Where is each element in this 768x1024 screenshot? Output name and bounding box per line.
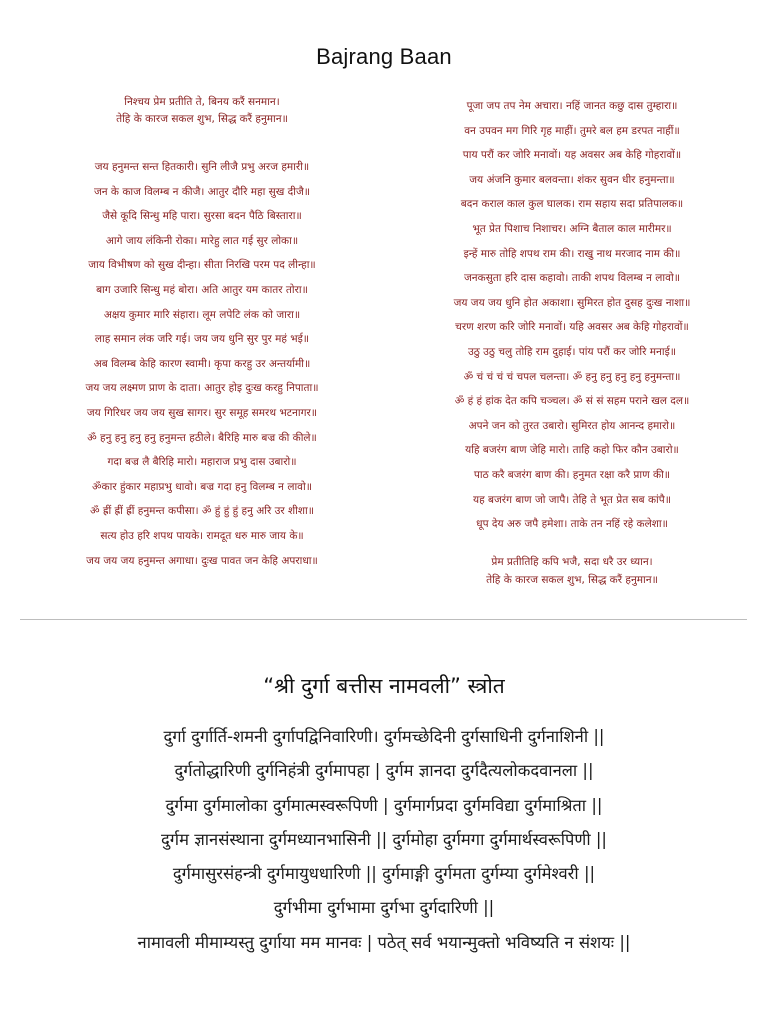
chaupai-line: ॐ हनु हनु हनु हनु हनुमन्त हठीले। बैरिहि मारु बज्र की कीले॥	[87, 431, 317, 444]
chaupai-line: जय जय लक्ष्मण प्राण के दाता। आतुर होइ दुःख करहु निपाता॥	[85, 382, 319, 395]
chaupai-line: भूत प्रेत पिशाच निशाचर। अग्नि बैताल काल मारीमर॥	[472, 222, 672, 235]
chaupai-line: बाग उजारि सिन्धु महं बोरा। अति आतुर यम कातर तोरा॥	[96, 283, 308, 296]
chaupai-line: इन्हें मारु तोहि शपथ राम की। राखु नाथ मरजाद नाम की॥	[463, 247, 681, 260]
chaupai-line: लाह समान लंक जरि गई। जय जय धुनि सुर पुर महं भई॥	[94, 333, 310, 346]
spacer	[20, 128, 384, 155]
bajrang-baan-right-column	[396, 94, 748, 589]
closing-doha-line-1: प्रेम प्रतीतिहि कपि भजै, सदा धरै उर ध्यान।	[491, 555, 653, 568]
chaupai-line: धूप देय अरु जपै हमेशा। ताके तन नहिं रहे कलेशा॥	[476, 518, 668, 531]
chaupai-line: जय हनुमन्त सन्त हितकारी। सुनि लीजै प्रभु अरज हमारी॥	[94, 161, 310, 173]
stotra-title: “श्री दुर्गा बत्तीस नामवली” स्त्रोत	[263, 674, 505, 698]
chaupai-line: ॐ चं चं चं चं चपल चलन्ता। ॐ हनु हनु हनु हनु हनुमन्ता॥	[463, 370, 681, 383]
page-title: Bajrang Baan	[316, 44, 452, 69]
chaupai-line: जय गिरिधर जय जय सुख सागर। सुर समूह समरथ भटनागर॥	[86, 406, 318, 419]
stotra-line: दुर्गा दुर्गार्ति-शमनी दुर्गापद्विनिवारिणी। दुर्गमच्छेदिनी दुर्गसाधिनी दुर्गनाशिनी ||	[163, 727, 605, 746]
stotra-line: नामावली मीमाम्यस्तु दुर्गाया मम मानवः | पठेत् सर्व भयान्मुक्तो भविष्यति न संशयः ||	[137, 932, 631, 952]
chaupai-line: जैसे कूदि सिन्धु महि पारा। सुरसा बदन पैठि बिस्तारा॥	[102, 210, 302, 223]
chaupai-line: जय जय जय धुनि होत अकाशा। सुमिरत होत दुसह दुःख नाशा॥	[453, 296, 691, 309]
chaupai-line: यह बजरंग बाण जो जापै। तेहि ते भूत प्रेत सब कांपै॥	[472, 493, 672, 506]
chaupai-line: अब विलम्ब केहि कारण स्वामी। कृपा करहु उर अन्तर्यामी॥	[93, 357, 311, 370]
stotra-line: दुर्गमासुरसंहन्त्री दुर्गमायुधधारिणी || दुर्गमाङ्गी दुर्गमता दुर्गम्या दुर्गमेश्वरी ||	[172, 864, 596, 884]
stotra-line: दुर्गतोद्धारिणी दुर्गनिहंत्री दुर्गमापहा | दुर्गम ज्ञानदा दुर्गदैत्यलोकदवानला ||	[174, 761, 594, 781]
section-divider	[20, 619, 747, 620]
stotra-line: दुर्गभीमा दुर्गभामा दुर्गभा दुर्गदारिणी ||	[273, 898, 495, 918]
opening-doha-line-2: तेहि के कारज सकल शुभ, सिद्ध करैं हनुमान॥	[116, 113, 288, 125]
chaupai-line: पाय परौं कर जोरि मनावों। यह अवसर अब केहि गोहरावों॥	[462, 149, 682, 162]
chaupai-line: अक्षय कुमार मारि संहारा। लूम लपेटि लंक को जारा॥	[103, 308, 301, 321]
chaupai-line: वन उपवन मग गिरि गृह माहीं। तुमरे बल हम डरपत नाहीं॥	[464, 124, 680, 137]
chaupai-line: जय जय जय हनुमन्त अगाधा। दुःख पावत जन केहि अपराधा॥	[86, 554, 318, 567]
stotra-line: दुर्गमा दुर्गमालोका दुर्गमात्मस्वरूपिणी | दुर्गमार्गप्रदा दुर्गमविद्या दुर्गमाश्रिता ||	[165, 795, 603, 815]
durga-stotra-verses	[0, 720, 768, 960]
chaupai-line: जय अंजनि कुमार बलवन्ता। शंकर सुवन धीर हनुमन्ता॥	[469, 173, 675, 186]
chaupai-line: जाय विभीषण को सुख दीन्हा। सीता निरखि परम पद लीन्हा॥	[88, 259, 316, 272]
chaupai-line: पाठ करै बजरंग बाण की। हनुमत रक्षा करै प्राण की॥	[473, 468, 671, 481]
stotra-line: दुर्गम ज्ञानसंस्थाना दुर्गमध्यानभासिनी || दुर्गमोहा दुर्गमगा दुर्गमार्थस्वरूपिणी ||	[161, 829, 607, 849]
chaupai-line: बदन कराल काल कुल घालक। राम सहाय सदा प्रतिपालक॥	[460, 198, 684, 211]
chaupai-line: अपने जन को तुरत उबारो। सुमिरत होय आनन्द हमारो॥	[468, 419, 676, 432]
closing-doha-line-2: तेहि के कारज सकल शुभ, सिद्ध करैं हनुमान॥	[486, 573, 658, 586]
chaupai-line: ॐकार हुंकार महाप्रभु धावो। बज्र गदा हनु विलम्ब न लावो॥	[91, 480, 313, 493]
chaupai-line: चरण शरण करि जोरि मनावों। यहि अवसर अब केहि गोहरावों॥	[455, 321, 689, 334]
chaupai-line: ॐ हं हं हांक देत कपि चञ्चल। ॐ सं सं सहम पराने खल दल॥	[454, 395, 690, 408]
chaupai-line: गदा बज्र लै बैरिहि मारो। महाराज प्रभु दास उबारो॥	[107, 456, 297, 469]
chaupai-line: यहि बजरंग बाण जेहि मारो। ताहि कहो फिर कौन उबारो॥	[465, 444, 679, 457]
bajrang-baan-left-column	[20, 94, 384, 573]
chaupai-line: जनकसुता हरि दास कहावो। ताकी शपथ विलम्ब न लावो॥	[464, 272, 680, 285]
chaupai-line: पूजा जप तप नेम अचारा। नहिं जानत कछु दास तुम्हारा॥	[466, 100, 678, 112]
chaupai-line: आगे जाय लंकिनी रोका। मारेहु लात गई सुर लोका॥	[105, 234, 299, 247]
chaupai-line: जन के काज विलम्ब न कीजै। आतुर दौरि महा सुख दीजै॥	[93, 185, 311, 198]
spacer	[396, 537, 748, 553]
chaupai-line: ॐ ह्रीं ह्रीं ह्रीं हनुमन्त कपीसा। ॐ हुं हुं हुं हनु अरि उर शीशा॥	[89, 505, 315, 518]
chaupai-line: सत्य होउ हरि शपथ पायके। रामदूत धरु मारु जाय के॥	[100, 529, 304, 542]
opening-doha-line-1: निश्चय प्रेम प्रतीति ते, बिनय करैं सनमान।	[124, 96, 280, 108]
chaupai-line: उठु उठु चलु तोहि राम दुहाई। पांय परौं कर जोरि मनाई॥	[467, 345, 677, 358]
